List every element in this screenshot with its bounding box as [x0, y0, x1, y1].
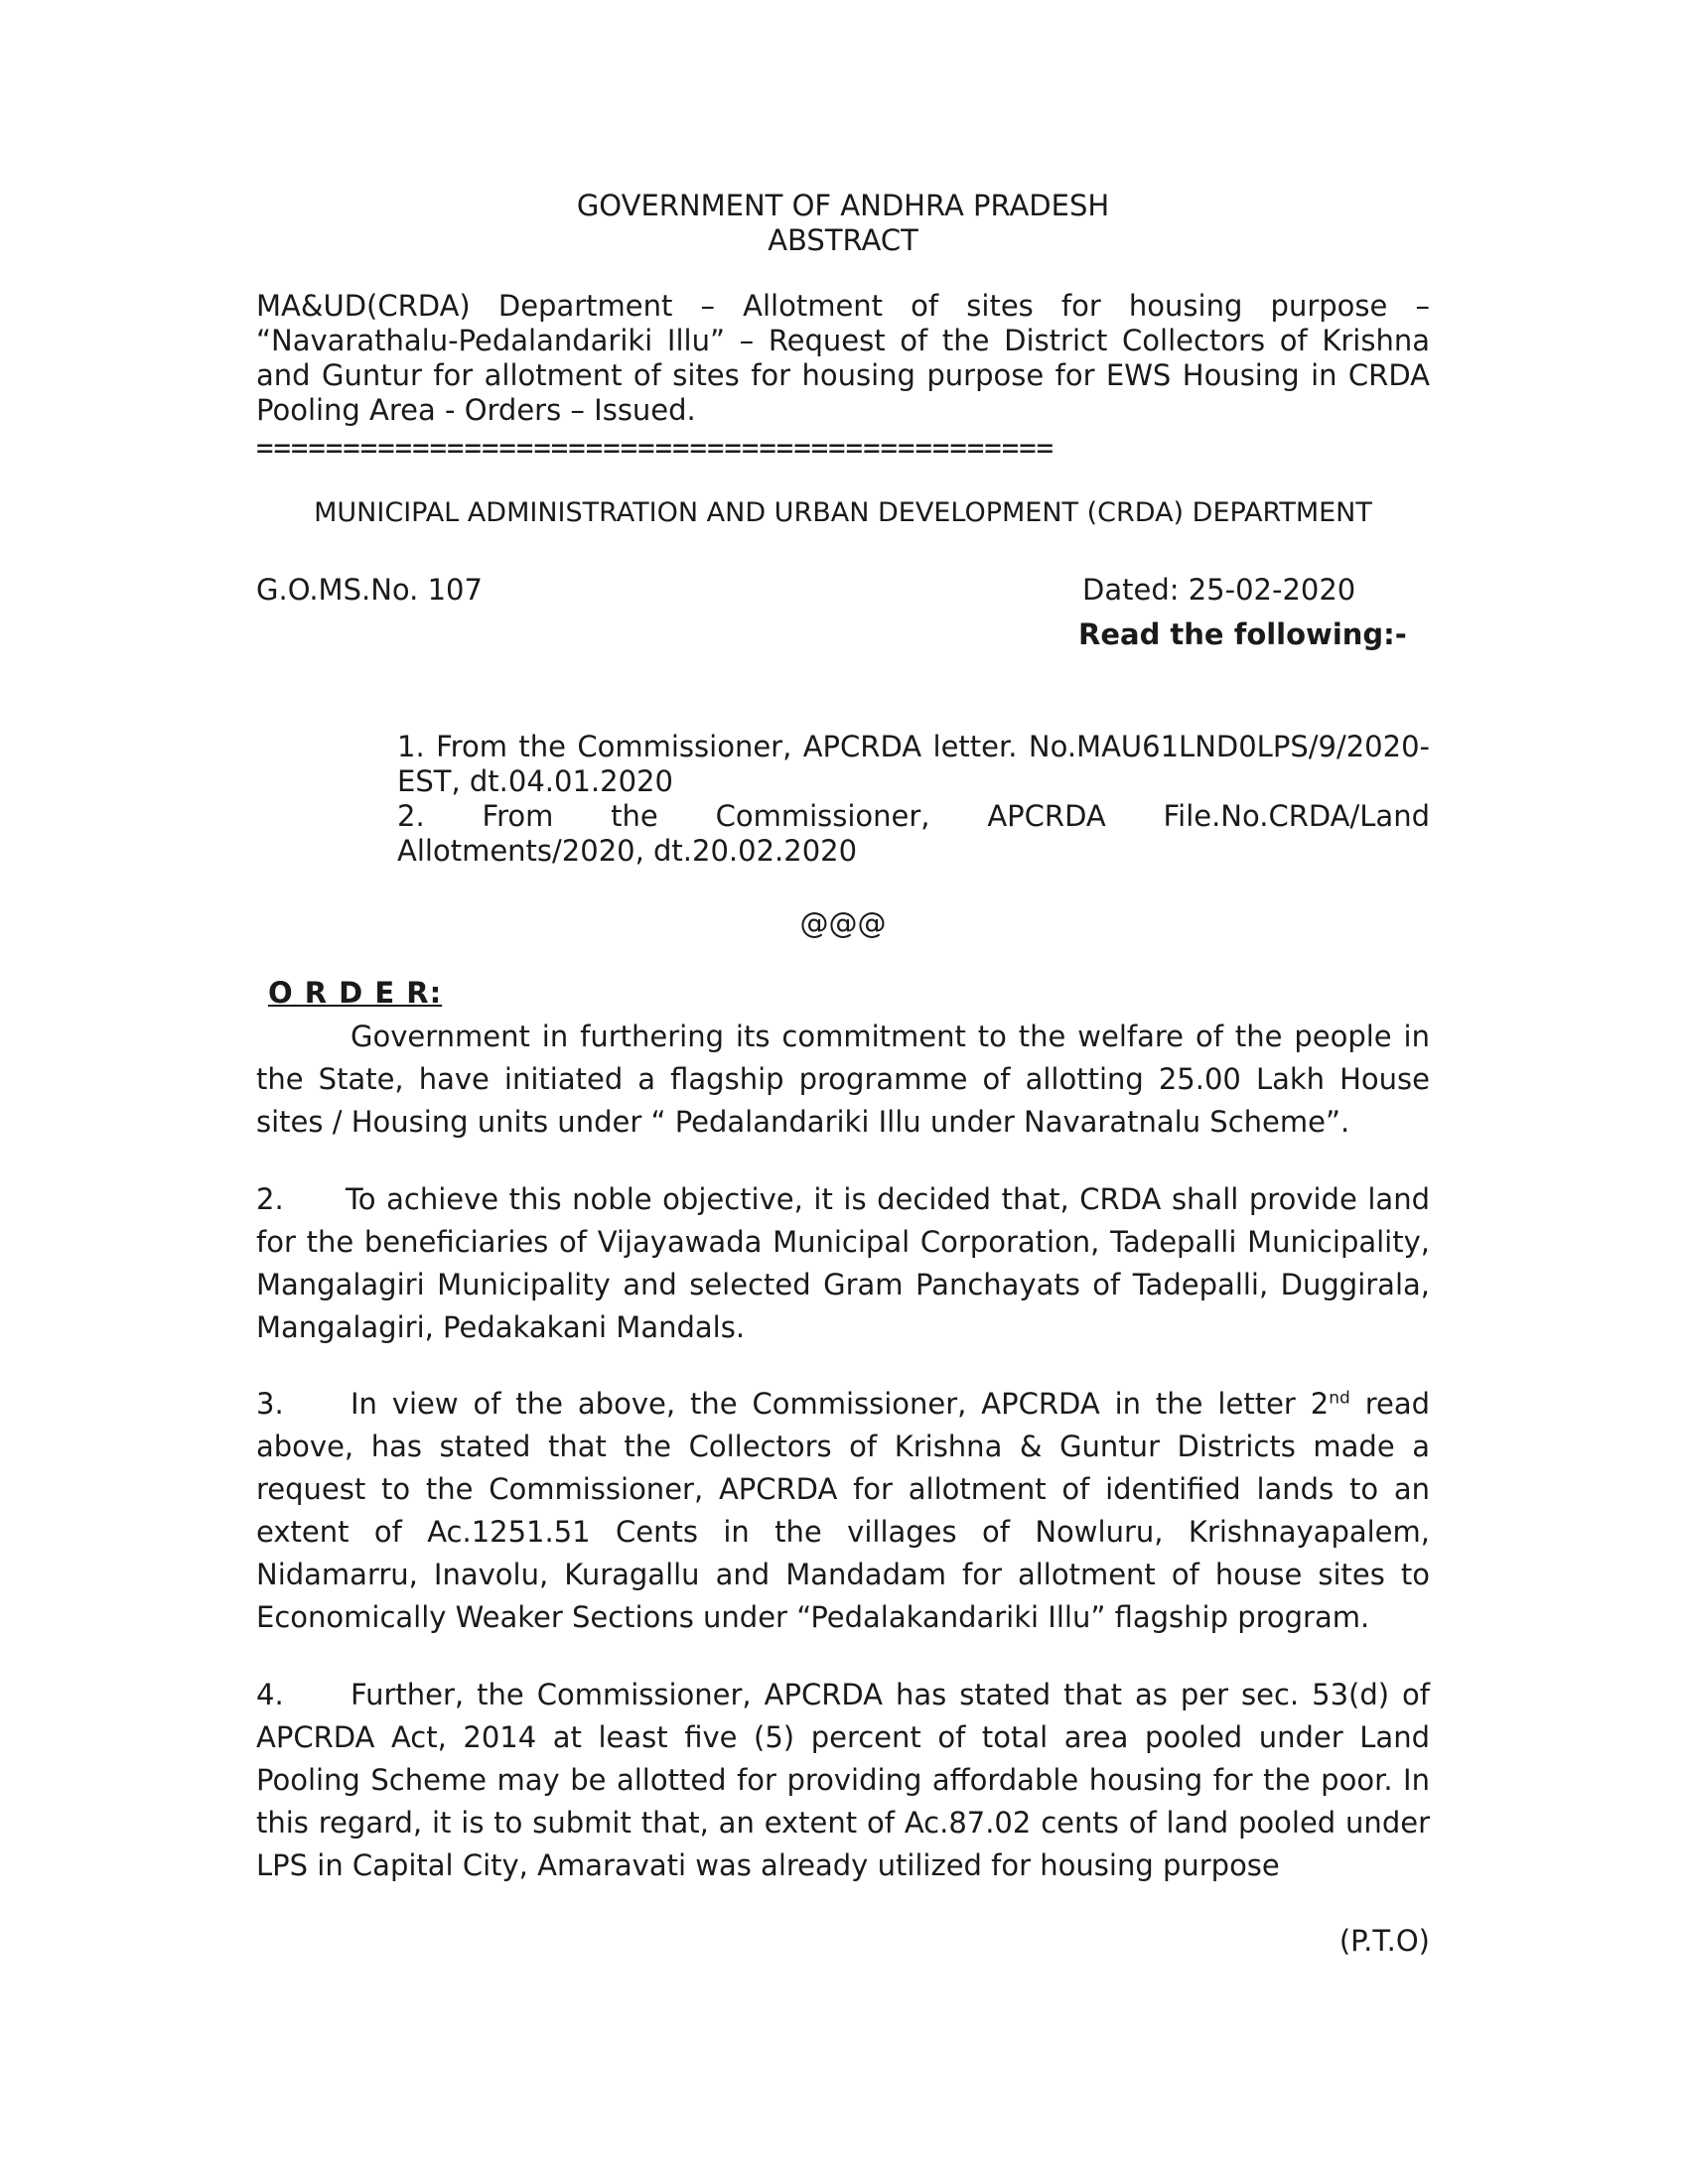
- read-following-heading: Read the following:-: [1078, 617, 1407, 651]
- paragraph-body: Further, the Commissioner, APCRDA has stated that as per sec. 53(d) of APCRDA Act, 2014 at least five (5) percent of total area pooled under Land Pooling Scheme may be allotted for providing affordable housing for the poor. In this regard, it is to submit that, an extent of Ac.87.02 cents of land pooled under LPS in Capital City, Amaravati was already utilized for housing purpose: [256, 1678, 1430, 1882]
- paragraph-body: To achieve this noble objective, it is decided that, CRDA shall provide land for the beneficiaries of Vijayawada Municipal Corporation, Tadepalli Municipality, Mangalagiri Municipality and selected Gram Panchayats of Tadepalli, Duggirala, Mangalagiri, Pedakakani Mandals.: [256, 1182, 1430, 1344]
- paragraph-number: 3.: [256, 1387, 284, 1421]
- go-number: G.O.MS.No. 107: [256, 573, 483, 607]
- heading-block: [256, 189, 1430, 258]
- department-name: MUNICIPAL ADMINISTRATION AND URBAN DEVELOPMENT (CRDA) DEPARTMENT: [314, 497, 1372, 528]
- references-list: [397, 730, 1430, 869]
- order-paragraph-1: [256, 1016, 1430, 1144]
- order-paragraph-4: [256, 1674, 1430, 1887]
- document-page: [256, 0, 1430, 2184]
- abstract-title: ABSTRACT: [768, 223, 918, 257]
- paragraph-body-end: read above, has stated that the Collectors of Krishna & Guntur Districts made a request to the Commissioner, APCRDA for allotment of identified lands to an extent of Ac.1251.51 Cents in the villages of Nowluru, Krishnayapalem, Nidamarru, Inavolu, Kuragallu and Mandadam for allotment of house sites to Economically Weaker Sections under “Pedalakandariki Illu” flagship program.: [256, 1387, 1430, 1634]
- reference-item: 1. From the Commissioner, APCRDA letter. No.MAU61LND0LPS/9/2020-EST, dt.04.01.2020: [397, 730, 1430, 798]
- order-paragraph-2: [256, 1178, 1430, 1349]
- paragraph-text: [256, 1674, 1430, 1887]
- order-paragraph-3: [256, 1383, 1430, 1639]
- go-number-row: [256, 573, 1430, 613]
- paragraph-text: [256, 1383, 1430, 1639]
- paragraph-number: 2.: [256, 1182, 284, 1216]
- paragraph-text: [256, 1178, 1430, 1349]
- ordinal-suffix: nd: [1329, 1388, 1350, 1409]
- go-date: Dated: 25-02-2020: [1082, 573, 1356, 607]
- paragraph-body-start: In view of the above, the Commissioner, APCRDA in the letter 2: [351, 1387, 1330, 1421]
- subject-abstract: MA&UD(CRDA) Department – Allotment of sites for housing purpose – “Navarathalu-Pedalandariki Illu” – Request of the District Collectors of Krishna and Guntur for allotment of sites for housing purpose for EWS Housing in CRDA Pooling Area - Orders – Issued.: [256, 289, 1430, 427]
- separator-line: ==============================================: [256, 433, 1055, 463]
- paragraph-text: Government in furthering its commitment to the welfare of the people in the State, have initiated a flagship programme of allotting 25.00 Lakh House sites / Housing units under “ Pedalandariki Illu under Navaratnalu Scheme”.: [256, 1020, 1430, 1139]
- separator-ats: @@@: [799, 906, 887, 940]
- government-title: GOVERNMENT OF ANDHRA PRADESH: [576, 189, 1110, 222]
- please-turn-over: (P.T.O): [1338, 1924, 1430, 1958]
- reference-item: 2. From the Commissioner, APCRDA File.No.CRDA/Land Allotments/2020, dt.20.02.2020: [397, 799, 1430, 868]
- order-heading: O R D E R:: [268, 976, 443, 1010]
- paragraph-number: 4.: [256, 1678, 284, 1711]
